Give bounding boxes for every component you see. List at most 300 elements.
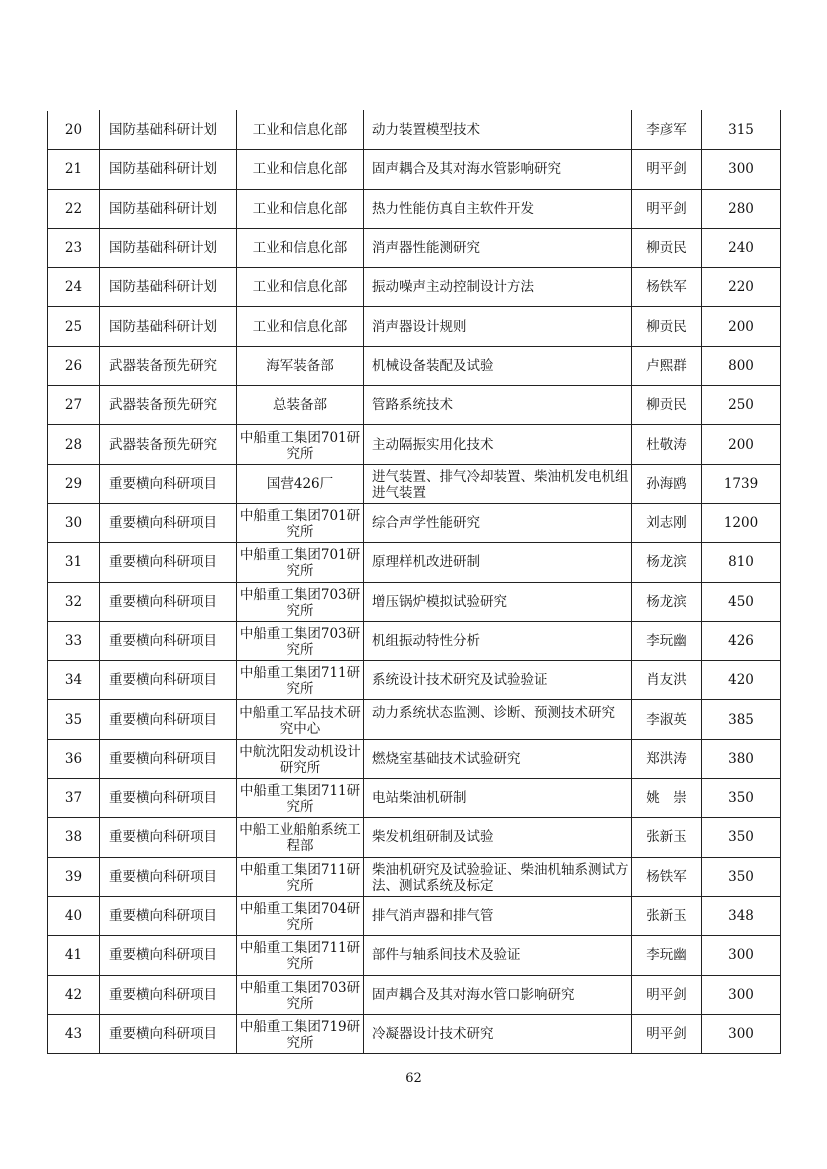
table-row: [48, 386, 781, 425]
row-number-cell: [48, 896, 100, 935]
project-leader-cell: [632, 896, 702, 935]
row-number: 33: [64, 633, 83, 649]
project-type: 重要横向科研项目: [109, 750, 217, 767]
funding-department-cell: [237, 346, 364, 385]
project-name: 排气消声器和排气管: [372, 908, 494, 925]
funding-amount-cell: [702, 386, 781, 425]
project-name: 冷凝器设计技术研究: [372, 1025, 494, 1042]
project-type: 重要横向科研项目: [109, 829, 217, 846]
row-number-cell: [48, 307, 100, 346]
page-number: 62: [405, 1071, 422, 1086]
project-leader: 李玩幽: [646, 947, 687, 964]
row-number: 26: [64, 357, 83, 374]
row-number: 41: [64, 947, 83, 964]
project-name: 管路系统技术: [372, 397, 453, 414]
project-type: 重要横向科研项目: [109, 633, 217, 649]
row-number: 24: [64, 279, 83, 296]
project-name: 消声器设计规则: [372, 318, 467, 335]
project-name-cell: [364, 739, 632, 778]
project-name-cell: [364, 818, 632, 857]
project-type-cell: [100, 503, 237, 542]
project-leader: 明平剑: [646, 1025, 687, 1042]
project-name-cell: [364, 228, 632, 267]
funding-department: 中船重工集团719研究所: [239, 1018, 361, 1051]
funding-amount-cell: [702, 425, 781, 464]
project-leader-cell: [632, 818, 702, 857]
project-type-cell: [100, 936, 237, 975]
project-leader: 刘志刚: [646, 515, 687, 532]
project-type: 重要横向科研项目: [109, 554, 217, 571]
funding-department: 中航沈阳发动机设计研究所: [239, 743, 361, 776]
project-name-cell: [364, 621, 632, 660]
project-name-cell: [364, 857, 632, 896]
funding-department: 工业和信息化部: [252, 200, 348, 217]
project-type-cell: [100, 975, 237, 1014]
funding-department: 中船重工集团701研究所: [239, 429, 361, 462]
project-type-cell: [100, 1014, 237, 1053]
table-row: [48, 268, 781, 307]
funding-department-cell: [237, 543, 364, 582]
funding-department-cell: [237, 503, 364, 542]
funding-amount: 426: [728, 633, 754, 649]
project-table: [47, 110, 781, 1054]
row-number-cell: [48, 1014, 100, 1053]
project-type-cell: [100, 739, 237, 778]
project-leader: 张新玉: [646, 829, 687, 846]
funding-department: 海军装备部: [266, 357, 334, 374]
row-number: 23: [64, 240, 83, 257]
row-number: 27: [64, 397, 83, 414]
row-number-cell: [48, 189, 100, 228]
funding-amount-cell: [702, 189, 781, 228]
funding-amount-cell: [702, 857, 781, 896]
funding-amount-cell: [702, 739, 781, 778]
table-row: [48, 739, 781, 778]
table-row: [48, 936, 781, 975]
funding-department: 中船重工军品技术研究中心: [239, 704, 361, 737]
project-name-cell: [364, 307, 632, 346]
table-row: [48, 543, 781, 582]
funding-department-cell: [237, 779, 364, 818]
project-type: 国防基础科研计划: [109, 200, 217, 217]
row-number-cell: [48, 975, 100, 1014]
row-number: 43: [64, 1025, 83, 1042]
table-row: [48, 779, 781, 818]
project-name: 部件与轴系间技术及验证: [372, 947, 521, 964]
project-type-cell: [100, 582, 237, 621]
project-leader-cell: [632, 346, 702, 385]
funding-amount-cell: [702, 700, 781, 739]
project-type-cell: [100, 779, 237, 818]
funding-department: 工业和信息化部: [252, 240, 348, 257]
funding-department: 工业和信息化部: [252, 161, 348, 178]
row-number-cell: [48, 582, 100, 621]
row-number: 30: [64, 515, 83, 532]
project-name: 振动噪声主动控制设计方法: [372, 279, 534, 296]
funding-amount: 315: [728, 122, 754, 139]
project-leader-cell: [632, 307, 702, 346]
project-name: 热力性能仿真自主软件开发: [372, 200, 534, 217]
row-number-cell: [48, 503, 100, 542]
table-row: [48, 189, 781, 228]
project-type-cell: [100, 857, 237, 896]
project-name-cell: [364, 111, 632, 150]
funding-amount: 350: [728, 829, 754, 846]
row-number: 37: [64, 790, 83, 807]
funding-amount: 1739: [723, 475, 759, 492]
project-leader: 孙海鸥: [646, 475, 687, 492]
table-row: [48, 464, 781, 503]
project-type: 武器装备预先研究: [109, 436, 217, 453]
row-number-cell: [48, 346, 100, 385]
row-number: 35: [64, 711, 83, 728]
project-type-cell: [100, 896, 237, 935]
funding-department-cell: [237, 739, 364, 778]
table-row: [48, 228, 781, 267]
project-name: 动力装置模型技术: [372, 122, 480, 139]
project-leader: 柳贡民: [646, 397, 687, 414]
funding-amount: 250: [728, 397, 754, 414]
project-type-cell: [100, 386, 237, 425]
project-type: 重要横向科研项目: [109, 790, 217, 807]
project-type-cell: [100, 425, 237, 464]
funding-amount-cell: [702, 896, 781, 935]
project-leader: 杨铁军: [646, 279, 687, 296]
funding-amount: 350: [728, 868, 754, 885]
funding-amount-cell: [702, 975, 781, 1014]
project-name: 机组振动特性分析: [372, 633, 480, 649]
project-type-cell: [100, 543, 237, 582]
funding-amount: 1200: [723, 515, 759, 532]
project-leader: 李玩幽: [646, 633, 687, 649]
funding-amount: 350: [728, 790, 754, 807]
row-number: 20: [64, 122, 83, 139]
row-number-cell: [48, 661, 100, 700]
project-leader: 柳贡民: [646, 240, 687, 257]
project-name-cell: [364, 779, 632, 818]
funding-department-cell: [237, 975, 364, 1014]
row-number-cell: [48, 779, 100, 818]
funding-amount: 300: [728, 947, 754, 964]
project-name-cell: [364, 1014, 632, 1053]
project-leader-cell: [632, 739, 702, 778]
funding-amount: 380: [728, 750, 754, 767]
project-type: 重要横向科研项目: [109, 672, 217, 689]
project-type: 重要横向科研项目: [109, 515, 217, 532]
project-name: 主动隔振实用化技术: [372, 436, 494, 453]
funding-amount: 420: [728, 672, 754, 689]
project-leader: 杜敬涛: [646, 436, 687, 453]
funding-department-cell: [237, 661, 364, 700]
funding-department: 中船重工集团711研究所: [239, 665, 361, 698]
project-name-cell: [364, 386, 632, 425]
funding-amount-cell: [702, 582, 781, 621]
funding-amount: 810: [728, 554, 754, 571]
funding-department: 中船重工集团703研究所: [239, 979, 361, 1012]
project-leader-cell: [632, 582, 702, 621]
table-row: [48, 896, 781, 935]
project-type: 武器装备预先研究: [109, 357, 217, 374]
row-number: 21: [64, 161, 83, 178]
project-name: 原理样机改进研制: [372, 554, 480, 571]
project-type-cell: [100, 307, 237, 346]
project-leader-cell: [632, 150, 702, 189]
funding-department-cell: [237, 857, 364, 896]
project-leader-cell: [632, 700, 702, 739]
project-name-cell: [364, 936, 632, 975]
table-row: [48, 1014, 781, 1053]
funding-department-cell: [237, 936, 364, 975]
funding-amount: 240: [728, 240, 754, 257]
project-leader-cell: [632, 268, 702, 307]
project-leader-cell: [632, 621, 702, 660]
project-name: 系统设计技术研究及试验验证: [372, 672, 548, 689]
funding-department-cell: [237, 1014, 364, 1053]
project-name: 动力系统状态监测、诊断、预测技术研究: [372, 704, 615, 721]
project-type-cell: [100, 150, 237, 189]
funding-department: 中船重工集团701研究所: [239, 508, 361, 541]
funding-amount-cell: [702, 936, 781, 975]
project-leader: 肖友洪: [646, 672, 687, 689]
funding-department: 中船重工集团711研究所: [239, 940, 361, 973]
funding-department: 工业和信息化部: [252, 279, 348, 296]
project-type: 重要横向科研项目: [109, 868, 217, 885]
project-name: 柴发机组研制及试验: [372, 829, 494, 846]
funding-department-cell: [237, 582, 364, 621]
row-number: 25: [64, 318, 83, 335]
project-type-cell: [100, 228, 237, 267]
funding-amount: 300: [728, 986, 754, 1003]
funding-department-cell: [237, 425, 364, 464]
project-name: 柴油机研究及试验验证、柴油机轴系测试方法、测试系统及标定: [372, 861, 629, 894]
project-name-cell: [364, 346, 632, 385]
row-number-cell: [48, 228, 100, 267]
project-leader: 明平剑: [646, 161, 687, 178]
row-number-cell: [48, 425, 100, 464]
project-name: 进气装置、排气冷却装置、柴油机发电机组进气装置: [372, 468, 629, 501]
project-type-cell: [100, 346, 237, 385]
project-type: 重要横向科研项目: [109, 947, 217, 964]
project-name-cell: [364, 543, 632, 582]
funding-department: 中船工业船舶系统工程部: [239, 822, 361, 855]
project-leader: 卢熙群: [646, 357, 687, 374]
funding-department: 国营426厂: [266, 475, 334, 492]
project-leader-cell: [632, 543, 702, 582]
funding-amount-cell: [702, 307, 781, 346]
project-leader-cell: [632, 386, 702, 425]
project-name-cell: [364, 150, 632, 189]
row-number-cell: [48, 150, 100, 189]
project-leader-cell: [632, 1014, 702, 1053]
project-type: 国防基础科研计划: [109, 161, 217, 178]
funding-department: 工业和信息化部: [252, 318, 348, 335]
project-leader-cell: [632, 425, 702, 464]
row-number-cell: [48, 818, 100, 857]
funding-amount: 200: [728, 436, 754, 453]
project-type-cell: [100, 189, 237, 228]
row-number-cell: [48, 543, 100, 582]
funding-amount-cell: [702, 346, 781, 385]
funding-amount: 385: [728, 711, 754, 728]
funding-department-cell: [237, 228, 364, 267]
project-leader-cell: [632, 189, 702, 228]
funding-amount: 800: [728, 357, 754, 374]
funding-amount: 200: [728, 318, 754, 335]
project-leader: 张新玉: [646, 908, 687, 925]
project-leader: 杨龙滨: [646, 554, 687, 571]
row-number: 32: [64, 593, 83, 610]
funding-amount-cell: [702, 543, 781, 582]
funding-department: 中船重工集团711研究所: [239, 861, 361, 894]
project-leader: 李彦军: [646, 122, 687, 139]
project-type: 国防基础科研计划: [109, 279, 217, 296]
row-number-cell: [48, 111, 100, 150]
project-name-cell: [364, 661, 632, 700]
table-row: [48, 503, 781, 542]
row-number: 28: [64, 436, 83, 453]
row-number: 22: [64, 200, 83, 217]
table-row: [48, 621, 781, 660]
funding-amount-cell: [702, 464, 781, 503]
project-type-cell: [100, 818, 237, 857]
row-number-cell: [48, 268, 100, 307]
project-name-cell: [364, 268, 632, 307]
project-type-cell: [100, 268, 237, 307]
funding-amount-cell: [702, 818, 781, 857]
funding-amount: 348: [728, 908, 754, 925]
project-type-cell: [100, 621, 237, 660]
project-name-cell: [364, 896, 632, 935]
project-leader-cell: [632, 857, 702, 896]
row-number-cell: [48, 464, 100, 503]
project-type: 国防基础科研计划: [109, 122, 217, 139]
funding-amount-cell: [702, 111, 781, 150]
funding-amount: 220: [728, 279, 754, 296]
project-leader: 杨铁军: [646, 868, 687, 885]
table-row: [48, 818, 781, 857]
funding-amount-cell: [702, 661, 781, 700]
funding-department-cell: [237, 111, 364, 150]
funding-department: 工业和信息化部: [252, 122, 348, 139]
funding-amount: 280: [728, 200, 754, 217]
project-leader-cell: [632, 936, 702, 975]
project-leader-cell: [632, 503, 702, 542]
project-name: 固声耦合及其对海水管口影响研究: [372, 986, 575, 1003]
row-number: 29: [64, 475, 83, 492]
funding-amount: 450: [728, 593, 754, 610]
table-row: [48, 700, 781, 739]
row-number: 36: [64, 750, 83, 767]
funding-department-cell: [237, 464, 364, 503]
project-name: 燃烧室基础技术试验研究: [372, 750, 521, 767]
funding-amount-cell: [702, 228, 781, 267]
row-number-cell: [48, 857, 100, 896]
table-row: [48, 150, 781, 189]
project-type: 国防基础科研计划: [109, 318, 217, 335]
project-name: 固声耦合及其对海水管影响研究: [372, 161, 561, 178]
funding-amount-cell: [702, 779, 781, 818]
project-type: 重要横向科研项目: [109, 475, 217, 492]
project-type-cell: [100, 111, 237, 150]
table-row: [48, 307, 781, 346]
table-row: [48, 425, 781, 464]
project-name-cell: [364, 975, 632, 1014]
funding-department-cell: [237, 189, 364, 228]
project-leader: 姚 崇: [646, 790, 687, 807]
funding-department-cell: [237, 150, 364, 189]
funding-amount: 300: [728, 1025, 754, 1042]
funding-department-cell: [237, 700, 364, 739]
funding-department: 总装备部: [273, 397, 327, 414]
table-row: [48, 111, 781, 150]
funding-amount-cell: [702, 503, 781, 542]
project-type: 重要横向科研项目: [109, 593, 217, 610]
funding-amount-cell: [702, 268, 781, 307]
project-leader-cell: [632, 228, 702, 267]
project-leader: 明平剑: [646, 200, 687, 217]
project-type-cell: [100, 700, 237, 739]
project-name-cell: [364, 582, 632, 621]
funding-department-cell: [237, 307, 364, 346]
funding-amount-cell: [702, 150, 781, 189]
funding-department-cell: [237, 268, 364, 307]
project-type: 重要横向科研项目: [109, 711, 217, 728]
funding-department: 中船重工集团711研究所: [239, 783, 361, 816]
row-number: 39: [64, 868, 83, 885]
funding-department-cell: [237, 386, 364, 425]
project-leader: 郑洪涛: [646, 750, 687, 767]
table-row: [48, 582, 781, 621]
row-number-cell: [48, 700, 100, 739]
project-leader-cell: [632, 975, 702, 1014]
project-type-cell: [100, 464, 237, 503]
row-number: 42: [64, 986, 83, 1003]
project-leader-cell: [632, 464, 702, 503]
project-leader: 明平剑: [646, 986, 687, 1003]
row-number: 38: [64, 829, 83, 846]
project-name: 电站柴油机研制: [372, 790, 467, 807]
row-number: 34: [64, 672, 83, 689]
funding-amount: 300: [728, 161, 754, 178]
project-leader: 李淑英: [646, 711, 687, 728]
funding-department: 中船重工集团703研究所: [239, 626, 361, 658]
project-leader: 柳贡民: [646, 318, 687, 335]
project-leader-cell: [632, 111, 702, 150]
project-name: 增压锅炉模拟试验研究: [372, 593, 507, 610]
project-type: 武器装备预先研究: [109, 397, 217, 414]
table-row: [48, 346, 781, 385]
row-number-cell: [48, 621, 100, 660]
project-name-cell: [364, 700, 632, 739]
funding-department-cell: [237, 818, 364, 857]
project-type: 重要横向科研项目: [109, 908, 217, 925]
project-name-cell: [364, 189, 632, 228]
funding-amount-cell: [702, 621, 781, 660]
project-name: 综合声学性能研究: [372, 515, 480, 532]
project-name: 机械设备装配及试验: [372, 357, 494, 374]
project-type: 重要横向科研项目: [109, 1025, 217, 1042]
funding-amount-cell: [702, 1014, 781, 1053]
project-leader-cell: [632, 779, 702, 818]
project-name: 消声器性能测研究: [372, 240, 480, 257]
funding-department-cell: [237, 621, 364, 660]
funding-department-cell: [237, 896, 364, 935]
project-leader-cell: [632, 661, 702, 700]
project-type: 重要横向科研项目: [109, 986, 217, 1003]
table-row: [48, 661, 781, 700]
funding-department: 中船重工集团701研究所: [239, 547, 361, 580]
row-number-cell: [48, 936, 100, 975]
